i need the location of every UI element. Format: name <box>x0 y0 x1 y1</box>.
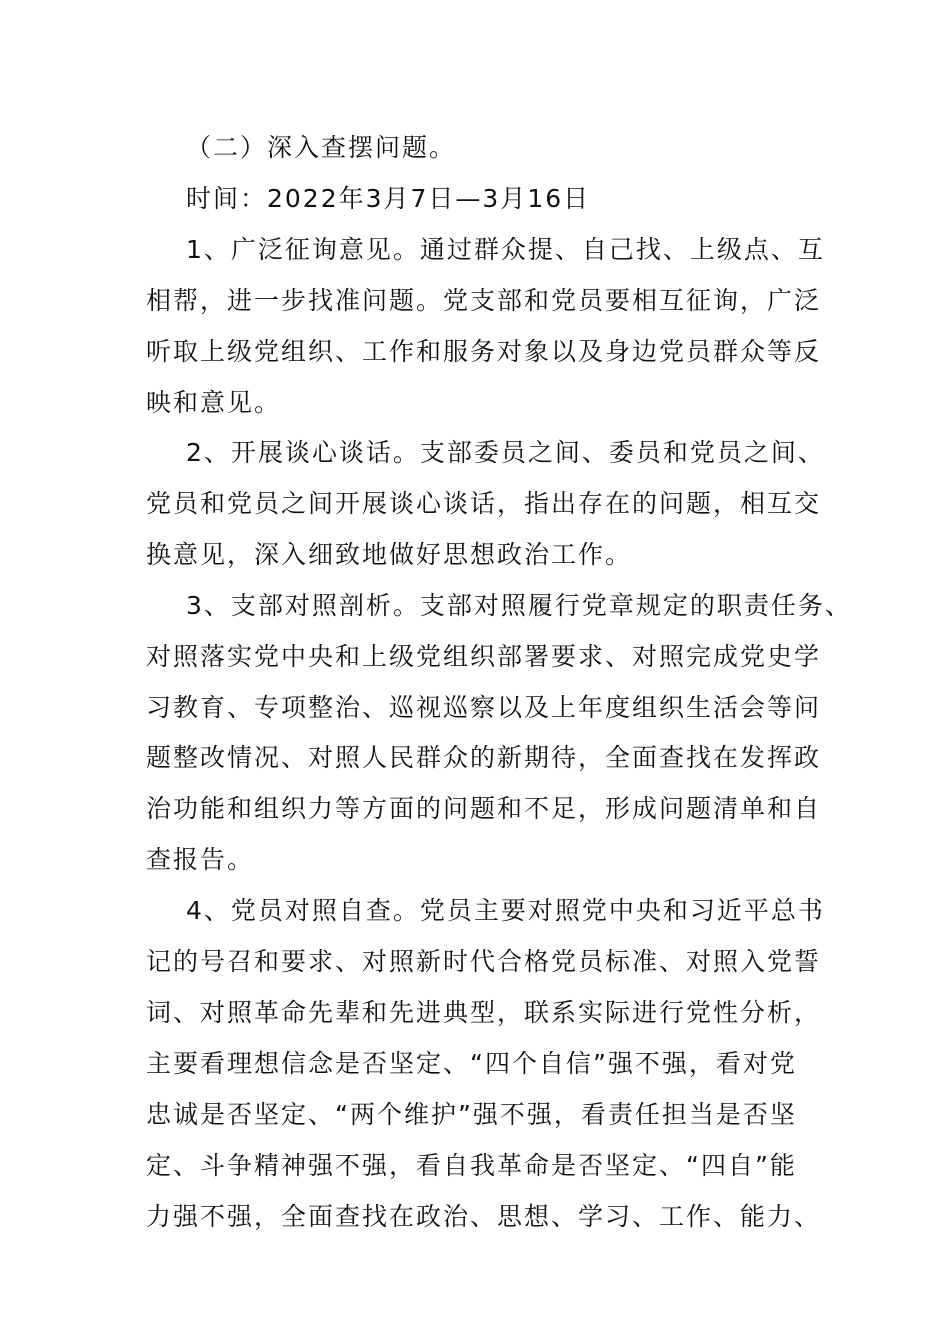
section-heading: （二）深入查摆问题。 <box>186 133 457 162</box>
paragraph-line: 3、支部对照剖析。支部对照履行党章规定的职责任务、 <box>186 591 852 620</box>
paragraph-line: 相帮，进一步找准问题。党支部和党员要相互征询，广泛 <box>146 286 822 315</box>
paragraph-line: 习教育、专项整治、巡视巡察以及上年度组织生活会等问 <box>146 693 822 722</box>
paragraph-line: 1、广泛征询意见。通过群众提、自己找、上级点、互 <box>186 235 825 264</box>
paragraph-line: 忠诚是否坚定、“两个维护”强不强，看责任担当是否坚 <box>146 1100 797 1129</box>
paragraph-line: 映和意见。 <box>146 388 282 417</box>
paragraph-line: 定、斗争精神强不强，看自我革命是否坚定、“四自”能 <box>146 1151 797 1180</box>
paragraph-line: 对照落实党中央和上级党组织部署要求、对照完成党史学 <box>146 642 822 671</box>
paragraph-line: 听取上级党组织、工作和服务对象以及身边党员群众等反 <box>146 337 822 366</box>
paragraph-line: 记的号召和要求、对照新时代合格党员标准、对照入党誓 <box>146 947 822 976</box>
paragraph-line: 治功能和组织力等方面的问题和不足，形成问题清单和自 <box>146 794 822 823</box>
paragraph-line: 2、开展谈心谈话。支部委员之间、委员和党员之间、 <box>186 438 825 467</box>
paragraph-line: 词、对照革命先辈和先进典型，联系实际进行党性分析， <box>146 998 822 1027</box>
paragraph-line: 4、党员对照自查。党员主要对照党中央和习近平总书 <box>186 896 825 925</box>
paragraph-line: 党员和党员之间开展谈心谈话，指出存在的问题，相互交 <box>146 489 822 518</box>
time-line: 时间：2022年3月7日—3月16日 <box>186 184 591 213</box>
paragraph-line: 查报告。 <box>146 845 255 874</box>
paragraph-line: 题整改情况、对照人民群众的新期待，全面查找在发挥政 <box>146 743 822 772</box>
paragraph-line: 换意见，深入细致地做好思想政治工作。 <box>146 540 633 569</box>
paragraph-line: 主要看理想信念是否坚定、“四个自信”强不强，看对党 <box>146 1049 797 1078</box>
paragraph-line: 力强不强，全面查找在政治、思想、学习、工作、能力、 <box>146 1202 822 1231</box>
